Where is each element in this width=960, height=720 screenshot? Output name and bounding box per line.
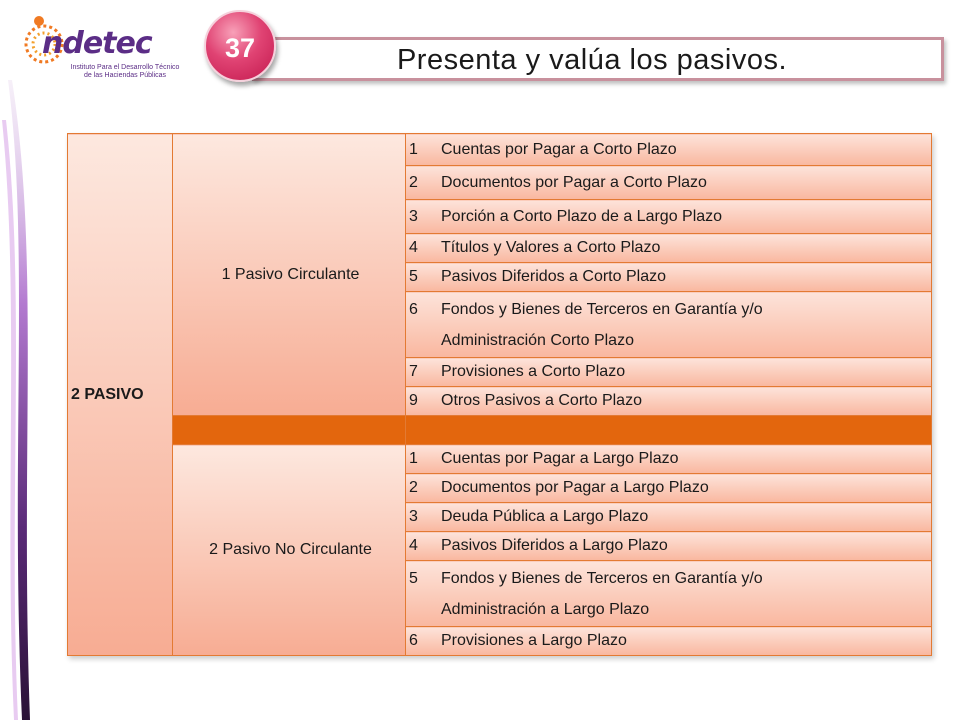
- item-text: Fondos y Bienes de Terceros en Garantía y/o: [441, 569, 763, 587]
- item-text: Documentos por Pagar a Largo Plazo: [441, 479, 709, 496]
- list-item: [406, 387, 932, 416]
- item-number: 1: [409, 450, 418, 467]
- separator-row: [68, 416, 932, 445]
- list-item: [406, 532, 932, 561]
- table-row: [68, 445, 932, 474]
- item-number: 3: [409, 508, 418, 525]
- list-item: [406, 627, 932, 656]
- item-text: Otros Pasivos a Corto Plazo: [441, 392, 642, 409]
- indetec-logo: [12, 12, 187, 87]
- no-circulante-label-cell: 2 Pasivo No Circulante: [173, 445, 406, 656]
- item-number: 1: [409, 140, 418, 158]
- item-number: 6: [409, 632, 418, 649]
- item-text: Deuda Pública a Largo Plazo: [441, 508, 649, 525]
- title-bar: [252, 37, 944, 81]
- page-title: Presenta y valúa los pasivos.: [396, 44, 788, 76]
- item-text: Provisiones a Largo Plazo: [441, 632, 627, 649]
- item-text: Documentos por Pagar a Corto Plazo: [441, 173, 707, 191]
- item-number: 6: [409, 300, 418, 318]
- list-item: [406, 263, 932, 292]
- item-text: Provisiones a Corto Plazo: [441, 363, 626, 380]
- group-label-cell: 2 PASIVO: [68, 134, 173, 656]
- list-item: [406, 503, 932, 532]
- item-number: 5: [409, 569, 418, 587]
- item-number: 2: [409, 173, 418, 191]
- list-item: [406, 561, 932, 627]
- item-text-continued: Administración Corto Plazo: [441, 331, 634, 349]
- item-number: 9: [409, 392, 418, 409]
- item-text: Cuentas por Pagar a Corto Plazo: [441, 140, 677, 158]
- list-item: [406, 445, 932, 474]
- list-item: [406, 292, 932, 358]
- item-number: 5: [409, 268, 418, 285]
- item-text: Cuentas por Pagar a Largo Plazo: [441, 450, 679, 467]
- logo-subtitle-line2: de las Haciendas Públicas: [83, 72, 167, 79]
- decorative-swoosh: [0, 0, 60, 720]
- list-item: [406, 200, 932, 234]
- list-item: [406, 234, 932, 263]
- item-text: Porción a Corto Plazo de a Largo Plazo: [441, 207, 723, 225]
- separator-cell: [173, 416, 406, 445]
- separator-cell: [406, 416, 932, 445]
- list-item: [406, 358, 932, 387]
- table-body: [68, 134, 932, 656]
- logo-wordmark: ndetec: [42, 26, 152, 61]
- item-number: 2: [409, 479, 418, 496]
- item-text: Pasivos Diferidos a Largo Plazo: [441, 537, 668, 554]
- pasivo-table: [67, 133, 932, 656]
- list-item: [406, 166, 932, 200]
- item-number: 3: [409, 207, 418, 225]
- item-text-continued: Administración a Largo Plazo: [441, 600, 650, 618]
- list-item: [406, 134, 932, 166]
- logo-subtitle-line1: Instituto Para el Desarrollo Técnico: [70, 64, 180, 71]
- table-row: [68, 134, 932, 166]
- item-number: 4: [409, 239, 418, 256]
- item-number: 7: [409, 363, 418, 380]
- circulante-label-cell: 1 Pasivo Circulante: [173, 134, 406, 416]
- item-text: Títulos y Valores a Corto Plazo: [441, 239, 661, 256]
- item-text: Pasivos Diferidos a Corto Plazo: [441, 268, 666, 285]
- logo-subtitle: [60, 64, 190, 80]
- item-number: 4: [409, 537, 418, 554]
- list-item: [406, 474, 932, 503]
- item-text: Fondos y Bienes de Terceros en Garantía y/o: [441, 300, 763, 318]
- slide-number-badge: 37: [204, 10, 276, 82]
